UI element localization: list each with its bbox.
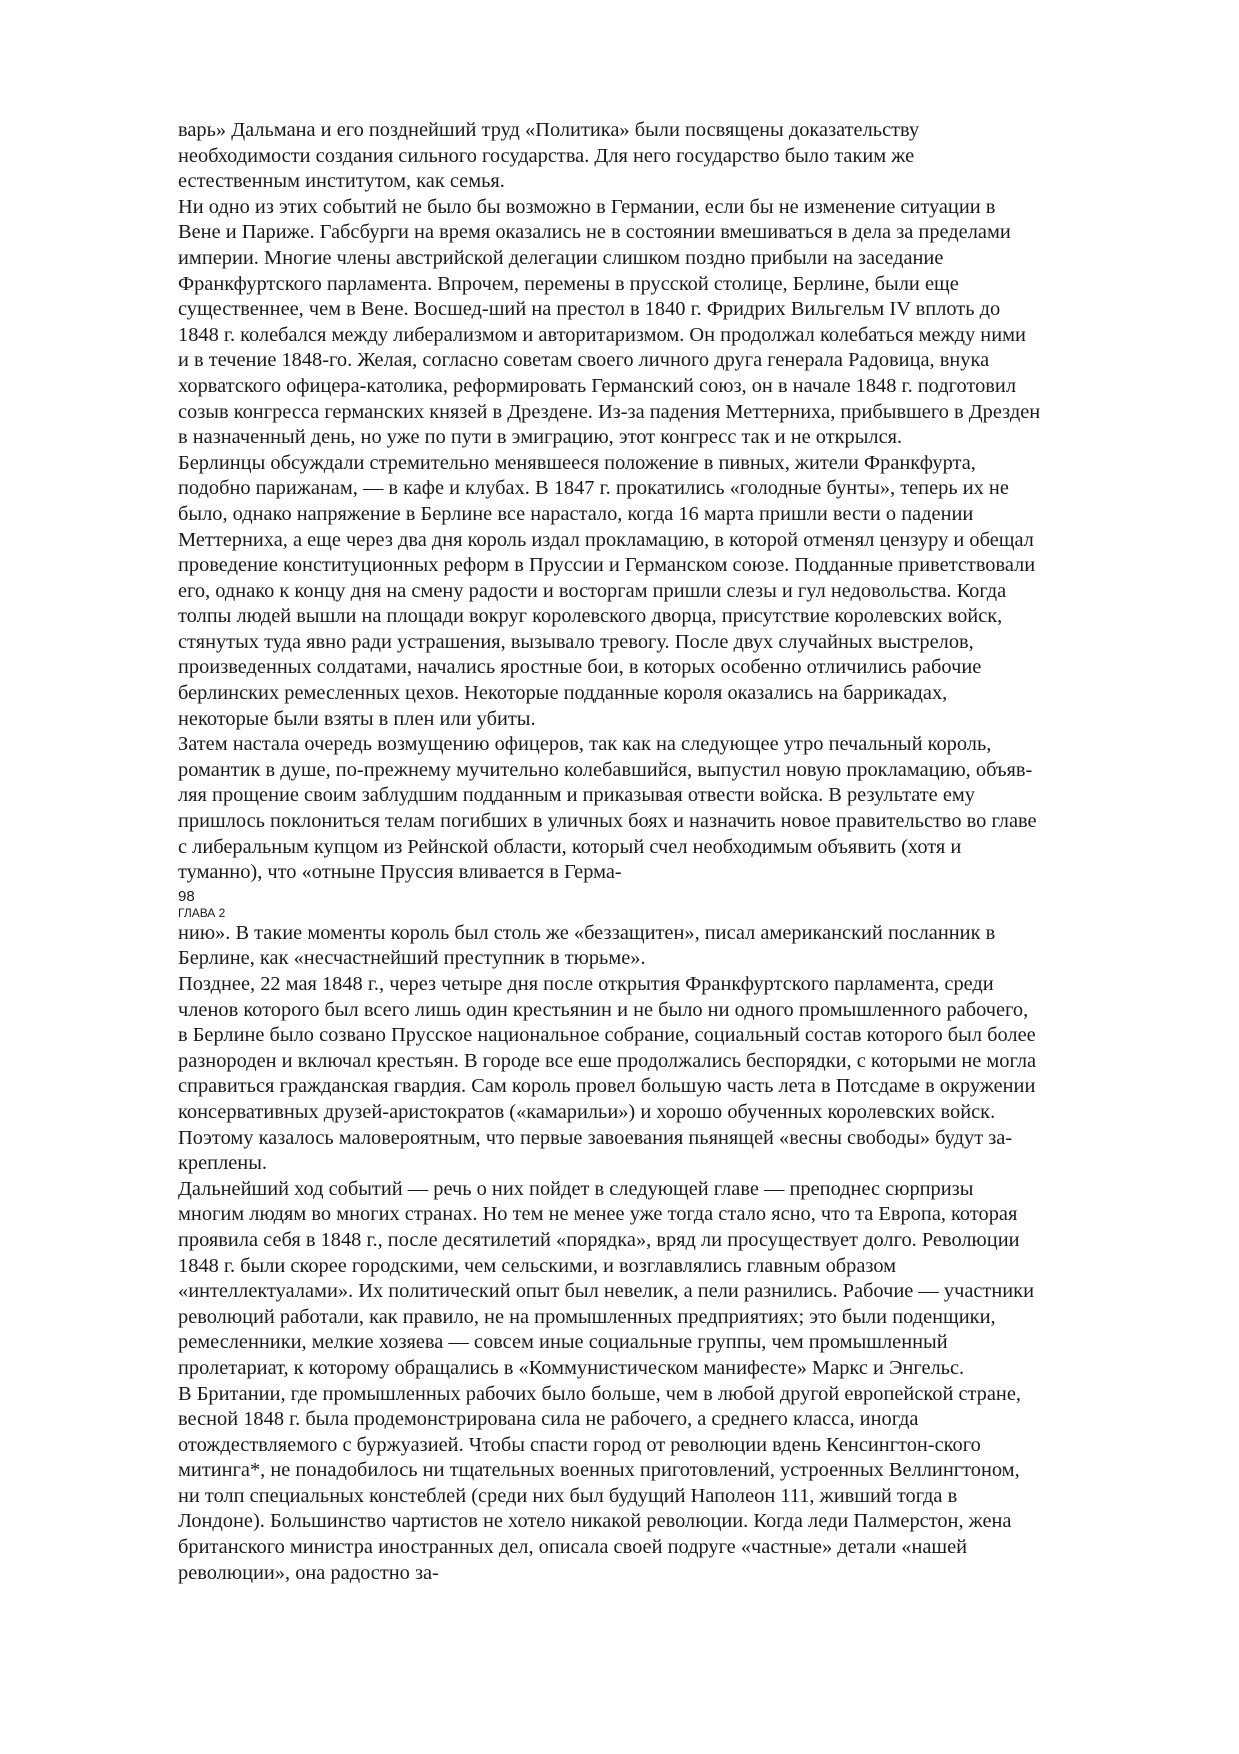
text-line: и в течение 1848-го. Желая, согласно советам своего личного друга генерала Радовица, внука <box>178 349 990 372</box>
document-page <box>178 118 1153 1586</box>
text-line: Лондоне). Большинство чартистов не хотело никакой революции. Когда леди Палмерстон, жена <box>178 1510 1012 1533</box>
text-line: пришлось поклониться телам погибших в уличных боях и назначить новое правительство во главе <box>178 810 1037 833</box>
text-line: ни толп специальных констеблей (среди них был будущий Наполеон 111, живший тогда в <box>178 1484 958 1507</box>
text-line: ремесленники, мелкие хозяева — совсем иные социальные группы, чем промышленный <box>178 1331 948 1354</box>
text-line: революций работали, как правило, не на промышленных предприятиях; это были поденщики, <box>178 1305 996 1328</box>
paragraph <box>178 195 1153 451</box>
text-line: отождествляемого с буржуазией. Чтобы спасти город от революции вдень Кенсингтон-ского <box>178 1433 981 1456</box>
text-line: разнороден и включал крестьян. В городе все еше продолжались беспорядки, с которыми не могла <box>178 1049 1037 1072</box>
text-line: креплены. <box>178 1152 267 1175</box>
text-line: митинга*, не понадобилось ни тщательных военных приготовлений, устроенных Веллингтоном, <box>178 1459 1020 1482</box>
text-line: естественным институтом, как семья. <box>178 170 505 193</box>
text-line: справиться гражданская гвардия. Сам король провел большую часть лета в Потсдаме в окружении <box>178 1075 1036 1098</box>
text-line: Вене и Париже. Габсбурги на время оказались не в состоянии вмешиваться в дела за пределами <box>178 221 1011 244</box>
text-line: «интеллектуалами». Их политический опыт был невелик, а пели разнились. Рабочие — участники <box>178 1280 1034 1303</box>
text-line: пролетариат, к которому обращались в «Коммунистическом манифесте» Маркс и Энгельс. <box>178 1356 965 1379</box>
paragraph <box>178 972 1153 1177</box>
paragraph <box>178 451 1153 733</box>
text-line: в Берлине было созвано Прусское национальное собрание, социальный состав которого был более <box>178 1024 1036 1047</box>
text-line: некоторые были взяты в плен или убиты. <box>178 707 536 730</box>
text-body-before <box>178 118 1153 886</box>
text-line: нию». В такие моменты король был столь же «беззащитен», писал американский посланник в <box>178 921 996 944</box>
text-line: в назначенный день, но уже по пути в эмиграцию, этот конгресс так и не открылся. <box>178 426 903 449</box>
page-number: 98 <box>178 887 195 905</box>
text-line: с либеральным купцом из Рейнской области, который счел необходимым объявить (хотя и <box>178 835 962 858</box>
text-line: созыв конгресса германских князей в Дрездене. Из-за падения Меттерниха, прибывшего в Дрезден <box>178 400 1041 423</box>
text-line: революции», она радостно за- <box>178 1561 439 1584</box>
text-line: толпы людей вышли на площади вокруг королевского дворца, присутствие королевских войск, <box>178 605 1003 628</box>
paragraph <box>178 921 1153 972</box>
text-line: Дальнейший ход событий — речь о них пойдет в следующей главе — преподнес сюрпризы <box>178 1177 974 1200</box>
text-line: британского министра иностранных дел, описала своей подруге «частные» детали «нашей <box>178 1536 968 1559</box>
text-line: романтик в душе, по-прежнему мучительно колебавшийся, выпустил новую прокламацию, объяв- <box>178 758 1033 781</box>
text-line: В Британии, где промышленных рабочих было больше, чем в любой другой европейской стране, <box>178 1382 1021 1405</box>
text-line: 1848 г. колебался между либерализмом и авторитаризмом. Он продолжал колебаться между ними <box>178 323 1026 346</box>
text-line: ляя прощение своим заблудшим подданным и приказывая отвести войска. В результате ему <box>178 784 975 807</box>
text-line: его, однако к концу дня на смену радости и восторгам пришли слезы и гул недовольства. Когда <box>178 579 1007 602</box>
text-line: произведенных солдатами, начались яростные бои, в которых особенно отличились рабочие <box>178 656 982 679</box>
chapter-label: ГЛАВА 2 <box>178 905 226 920</box>
text-line: консервативных друзей-аристократов («камарильи») и хорошо обученных королевских войск. <box>178 1100 996 1123</box>
text-line: многим людям во многих странах. Но тем не менее уже тогда стало ясно, что та Европа, которая <box>178 1203 1018 1226</box>
paragraph <box>178 732 1153 886</box>
text-line: Берлине, как «несчастнейший преступник в тюрьме». <box>178 947 646 970</box>
text-body-after <box>178 921 1153 1586</box>
paragraph <box>178 1177 1153 1382</box>
text-line: берлинских ремесленных цехов. Некоторые подданные короля оказались на баррикадах, <box>178 682 948 705</box>
text-line: проведение конституционных реформ в Пруссии и Германском союзе. Подданные приветствовали <box>178 554 1036 577</box>
text-line: Ни одно из этих событий не было бы возможно в Германии, если бы не изменение ситуации в <box>178 195 996 218</box>
text-line: весной 1848 г. была продемонстрирована сила не рабочего, а среднего класса, иногда <box>178 1408 919 1431</box>
text-line: Позднее, 22 мая 1848 г., через четыре дня после открытия Франкфуртского парламента, среди <box>178 973 994 995</box>
text-line: стянутых туда явно ради устрашения, вызывало тревогу. После двух случайных выстрелов, <box>178 630 974 653</box>
text-line: хорватского офицера-католика, реформировать Германский союз, он в начале 1848 г. подготовил <box>178 374 1016 397</box>
text-line: Меттерниха, а еще через два дня король издал прокламацию, в которой отменял цензуру и обещал <box>178 528 1034 551</box>
text-line: 1848 г. были скорее городскими, чем сельскими, и возглавлялись главным образом <box>178 1254 897 1277</box>
text-line: империи. Многие члены австрийской делегации слишком поздно прибыли на заседание <box>178 246 944 269</box>
text-line: варь» Дальмана и его позднейший труд «Политика» были посвящены доказательству <box>178 119 920 141</box>
text-line: было, однако напряжение в Берлине все нарастало, когда 16 марта пришли вести о падении <box>178 502 974 525</box>
paragraph <box>178 1382 1153 1587</box>
text-line: Берлинцы обсуждали стремительно менявшееся положение в пивных, жители Франкфурта, <box>178 451 976 474</box>
text-line: необходимости создания сильного государства. Для него государство было таким же <box>178 144 915 167</box>
text-line: существеннее, чем в Вене. Восшед-ший на престол в 1840 г. Фридрих Вильгельм IV вплоть до <box>178 298 1001 321</box>
text-line: Затем настала очередь возмущению офицеров, так как на следующее утро печальный король, <box>178 733 992 756</box>
text-line: туманно), что «отныне Пруссия вливается в Герма- <box>178 861 622 884</box>
text-line: проявила себя в 1848 г., после десятилетий «порядка», вряд ли просуществует долго. Революции <box>178 1228 1020 1251</box>
text-line: Франкфуртского парламента. Впрочем, перемены в прусской столице, Берлине, были еще <box>178 272 959 295</box>
paragraph <box>178 118 1153 195</box>
text-line: подобно парижанам, — в кафе и клубах. В 1847 г. прокатились «голодные бунты», теперь их не <box>178 477 1009 500</box>
text-line: членов которого был всего лишь один крестьянин и не было ни одного промышленного рабочего, <box>178 998 1029 1021</box>
text-line: Поэтому казалось маловероятным, что первые завоевания пьянящей «весны свободы» будут за- <box>178 1126 1013 1149</box>
